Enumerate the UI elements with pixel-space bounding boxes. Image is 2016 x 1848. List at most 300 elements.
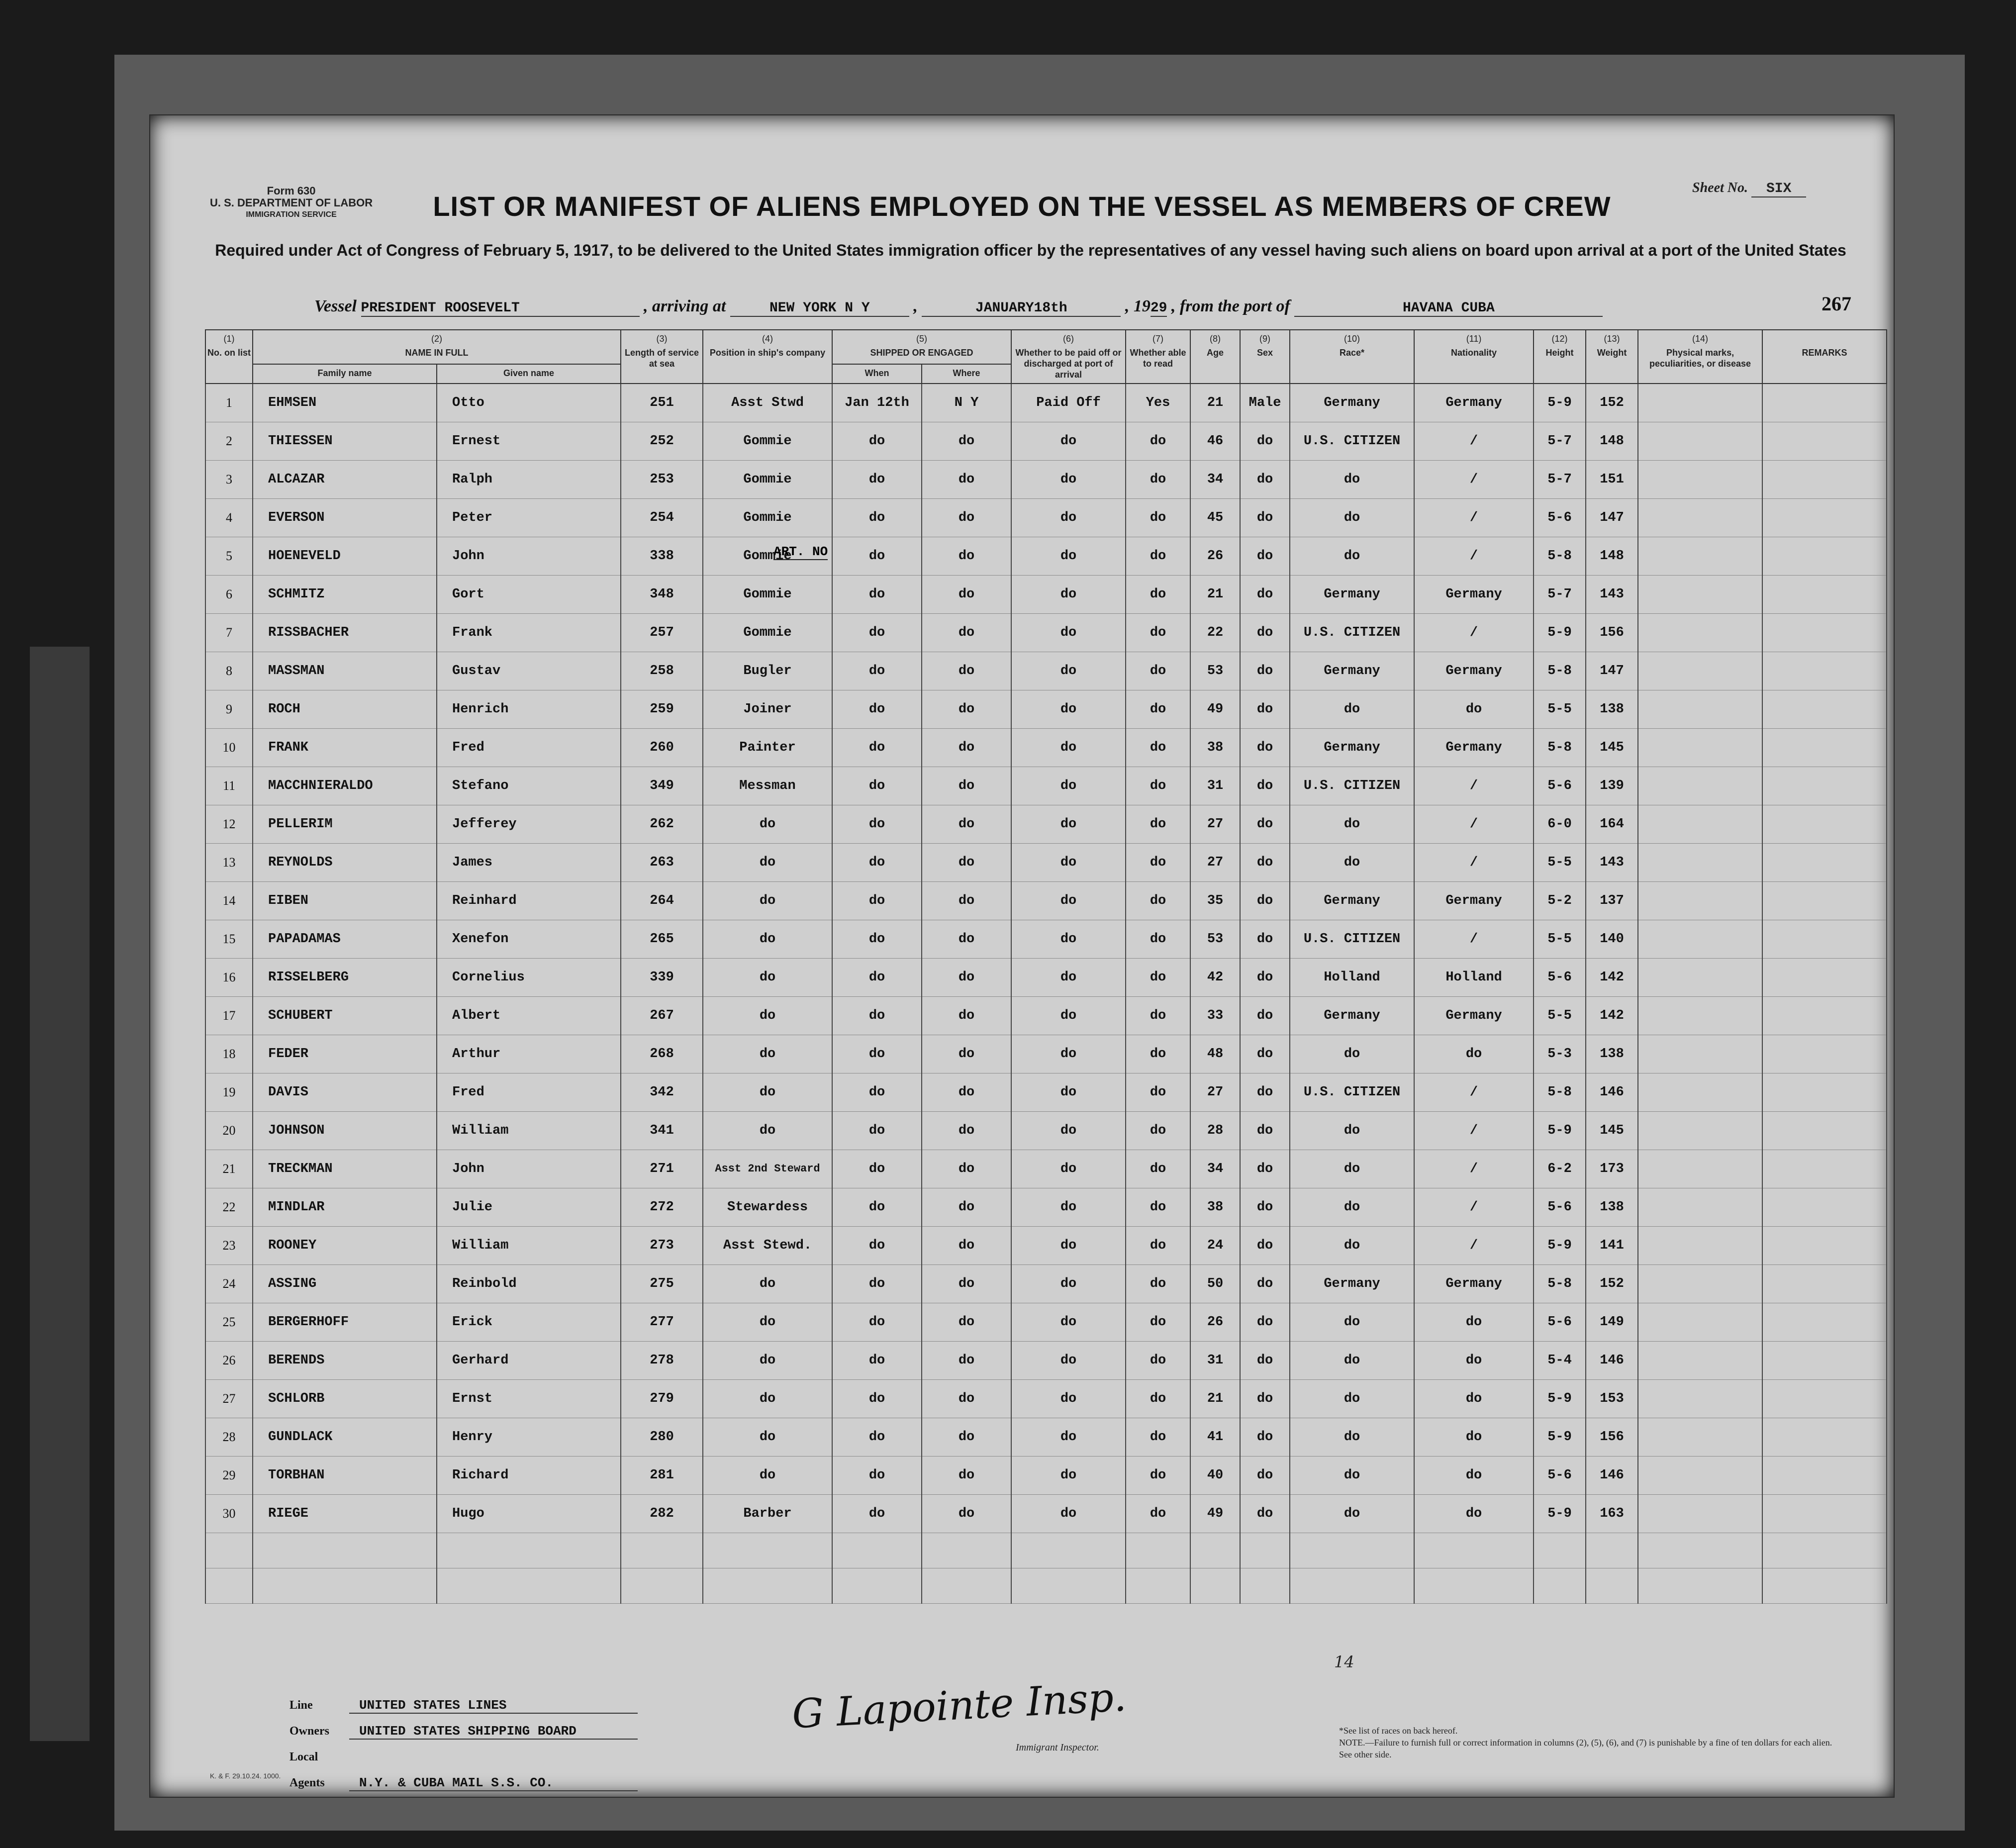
cell-able-to-read: do [1126, 1073, 1190, 1112]
cell-row-number: 26 [205, 1342, 253, 1380]
cell-race: do [1290, 461, 1414, 499]
table-row [205, 1457, 1887, 1495]
cell-given-name: Albert [437, 997, 621, 1035]
cell-family-name: RISSELBERG [253, 959, 437, 997]
cell-race: Germany [1290, 997, 1414, 1035]
cell-family-name: FEDER [253, 1035, 437, 1073]
table-row [205, 1188, 1887, 1227]
cell-remarks [1762, 461, 1887, 499]
table-row [205, 729, 1887, 767]
cell-row-number: 14 [205, 882, 253, 920]
cell-height: 5-3 [1534, 1035, 1586, 1073]
cell-family-name: ASSING [253, 1265, 437, 1303]
agents-label: Local Agents [289, 1751, 325, 1789]
cell-physical-marks [1638, 959, 1762, 997]
cell-physical-marks [1638, 1418, 1762, 1457]
cell-given-name: William [437, 1112, 621, 1150]
cell-shipped-when: do [832, 576, 922, 614]
cell-race: do [1290, 1342, 1414, 1380]
cell-remarks [1762, 614, 1887, 652]
cell-paid-off: Paid Off [1011, 384, 1126, 422]
cell-sex: do [1240, 959, 1290, 997]
cell-physical-marks [1638, 1380, 1762, 1418]
cell-service-length: 263 [621, 844, 703, 882]
cell-shipped-where: do [922, 1035, 1011, 1073]
cell-given-name: Cornelius [437, 959, 621, 997]
cell-row-number: 20 [205, 1112, 253, 1150]
cell-paid-off: do [1011, 1457, 1126, 1495]
cell-height: 5-6 [1534, 767, 1586, 805]
cell-position: Gommie [703, 576, 832, 614]
cell-age: 49 [1190, 690, 1240, 729]
cell-age: 42 [1190, 959, 1240, 997]
cell-remarks [1762, 1188, 1887, 1227]
cell-weight: 173 [1586, 1150, 1638, 1188]
cell-race: do [1290, 1112, 1414, 1150]
cell-age: 48 [1190, 1035, 1240, 1073]
cell-family-name: PAPADAMAS [253, 920, 437, 959]
cell-able-to-read: do [1126, 499, 1190, 537]
cell-remarks [1762, 920, 1887, 959]
cell-sex: do [1240, 1495, 1290, 1533]
line-label: Line [289, 1699, 313, 1712]
cell-row-number: 2 [205, 422, 253, 461]
cell-race: U.S. CITIZEN [1290, 422, 1414, 461]
cell-service-length: 262 [621, 805, 703, 844]
cell-nationality: / [1414, 1112, 1534, 1150]
cell-shipped-where: do [922, 1265, 1011, 1303]
cell-age: 28 [1190, 1112, 1240, 1150]
cell-service-length: 349 [621, 767, 703, 805]
cell-given-name: Ralph [437, 461, 621, 499]
cell-shipped-when: do [832, 959, 922, 997]
cell-height: 5-6 [1534, 1457, 1586, 1495]
cell-race: U.S. CITIZEN [1290, 1073, 1414, 1112]
cell-nationality: / [1414, 461, 1534, 499]
cell-shipped-when: do [832, 1418, 922, 1457]
cell-physical-marks [1638, 1150, 1762, 1188]
cell-position: Gommie [703, 614, 832, 652]
cell-row-number: 23 [205, 1227, 253, 1265]
cell-race: do [1290, 1457, 1414, 1495]
cell-able-to-read: do [1126, 1495, 1190, 1533]
cell-remarks [1762, 767, 1887, 805]
table-row [205, 1303, 1887, 1342]
cell-shipped-where: do [922, 422, 1011, 461]
cell-weight: 146 [1586, 1342, 1638, 1380]
races-note: *See list of races on back hereof. [1339, 1726, 1458, 1736]
cell-height: 5-8 [1534, 652, 1586, 690]
blank-cell [205, 1568, 253, 1604]
cell-nationality: / [1414, 614, 1534, 652]
blank-cell [922, 1533, 1011, 1568]
cell-able-to-read: do [1126, 652, 1190, 690]
cell-race: do [1290, 690, 1414, 729]
cell-shipped-where: do [922, 959, 1011, 997]
cell-remarks [1762, 652, 1887, 690]
table-row [205, 1150, 1887, 1188]
table-row [205, 1073, 1887, 1112]
cell-able-to-read: do [1126, 1227, 1190, 1265]
cell-race: do [1290, 499, 1414, 537]
col-header-nationality: (11) Nationality [1414, 330, 1534, 384]
cell-service-length: 252 [621, 422, 703, 461]
cell-age: 21 [1190, 1380, 1240, 1418]
cell-family-name: JOHNSON [253, 1112, 437, 1150]
cell-age: 31 [1190, 1342, 1240, 1380]
cell-paid-off: do [1011, 1035, 1126, 1073]
cell-remarks [1762, 499, 1887, 537]
cell-physical-marks [1638, 1457, 1762, 1495]
cell-age: 49 [1190, 1495, 1240, 1533]
cell-age: 35 [1190, 882, 1240, 920]
cell-weight: 139 [1586, 767, 1638, 805]
blank-cell [437, 1568, 621, 1604]
col-header-race: (10) Race* [1290, 330, 1414, 384]
cell-nationality: do [1414, 1380, 1534, 1418]
blank-cell [1240, 1533, 1290, 1568]
cell-shipped-when: do [832, 920, 922, 959]
cell-shipped-when: do [832, 1227, 922, 1265]
cell-family-name: RIEGE [253, 1495, 437, 1533]
cell-position: do [703, 1112, 832, 1150]
table-row [205, 805, 1887, 844]
cell-sex: do [1240, 690, 1290, 729]
cell-weight: 138 [1586, 1035, 1638, 1073]
cell-nationality: do [1414, 1457, 1534, 1495]
cell-height: 5-8 [1534, 1073, 1586, 1112]
cell-height: 6-0 [1534, 805, 1586, 844]
cell-race: do [1290, 1035, 1414, 1073]
cell-family-name: BERENDS [253, 1342, 437, 1380]
cell-shipped-where: do [922, 1188, 1011, 1227]
cell-position: do [703, 1380, 832, 1418]
cell-service-length: 268 [621, 1035, 703, 1073]
print-code: K. & F. 29.10.24. 1000. [210, 1772, 281, 1780]
cell-service-length: 341 [621, 1112, 703, 1150]
col-header-read: (7) Whether able to read [1126, 330, 1190, 384]
cell-row-number: 18 [205, 1035, 253, 1073]
cell-paid-off: do [1011, 920, 1126, 959]
cell-shipped-where: do [922, 1227, 1011, 1265]
cell-age: 26 [1190, 1303, 1240, 1342]
cell-shipped-where: do [922, 997, 1011, 1035]
cell-shipped-where: do [922, 920, 1011, 959]
cell-row-number: 29 [205, 1457, 253, 1495]
cell-age: 27 [1190, 844, 1240, 882]
cell-row-number: 10 [205, 729, 253, 767]
cell-physical-marks [1638, 920, 1762, 959]
owners-label: Owners [289, 1725, 329, 1738]
cell-position: Asst Stwd [703, 384, 832, 422]
footer-block [289, 1692, 638, 1796]
cell-age: 31 [1190, 767, 1240, 805]
cell-family-name: TRECKMAN [253, 1150, 437, 1188]
cell-paid-off: do [1011, 652, 1126, 690]
cell-remarks [1762, 1227, 1887, 1265]
cell-paid-off: do [1011, 1342, 1126, 1380]
arrival-year: 29 [1150, 300, 1167, 316]
cell-row-number: 3 [205, 461, 253, 499]
cell-physical-marks [1638, 384, 1762, 422]
cell-race: Germany [1290, 882, 1414, 920]
cell-physical-marks [1638, 805, 1762, 844]
cell-race: do [1290, 1188, 1414, 1227]
cell-shipped-when: do [832, 1495, 922, 1533]
cell-nationality: Germany [1414, 652, 1534, 690]
cell-able-to-read: do [1126, 537, 1190, 576]
cell-race: do [1290, 1418, 1414, 1457]
cell-row-number: 1 [205, 384, 253, 422]
signature-caption: Immigrant Inspector. [1016, 1742, 1099, 1753]
cell-able-to-read: do [1126, 1112, 1190, 1150]
cell-given-name: Otto [437, 384, 621, 422]
table-row [205, 767, 1887, 805]
cell-able-to-read: do [1126, 882, 1190, 920]
cell-physical-marks [1638, 1265, 1762, 1303]
cell-able-to-read: do [1126, 959, 1190, 997]
cell-height: 5-9 [1534, 1112, 1586, 1150]
crew-table [205, 329, 1886, 1604]
cell-physical-marks [1638, 1303, 1762, 1342]
table-row [205, 1265, 1887, 1303]
cell-age: 45 [1190, 499, 1240, 537]
cell-family-name: MINDLAR [253, 1188, 437, 1227]
cell-shipped-where: do [922, 690, 1011, 729]
cell-given-name: Richard [437, 1457, 621, 1495]
cell-position: Painter [703, 729, 832, 767]
cell-service-length: 339 [621, 959, 703, 997]
cell-weight: 151 [1586, 461, 1638, 499]
cell-service-length: 281 [621, 1457, 703, 1495]
cell-given-name: Ernst [437, 1380, 621, 1418]
cell-age: 34 [1190, 461, 1240, 499]
cell-given-name: Xenefon [437, 920, 621, 959]
cell-family-name: ALCAZAR [253, 461, 437, 499]
cell-able-to-read: do [1126, 1150, 1190, 1188]
cell-family-name: RISSBACHER [253, 614, 437, 652]
cell-sex: do [1240, 1380, 1290, 1418]
cell-sex: do [1240, 767, 1290, 805]
penalty-note: NOTE.—Failure to furnish full or correct information in columns (2), (5), (6), and (7) is punishable by a fine of ten dollars for each alien. See other side. [1339, 1738, 1832, 1759]
cell-physical-marks [1638, 1342, 1762, 1380]
agents-value: N.Y. & CUBA MAIL S.S. CO. [349, 1775, 638, 1791]
cell-shipped-when: do [832, 1342, 922, 1380]
col-header-shipped: (5) SHIPPED OR ENGAGED [832, 330, 1011, 364]
cell-race: do [1290, 1227, 1414, 1265]
cell-position: Stewardess [703, 1188, 832, 1227]
cell-weight: 138 [1586, 690, 1638, 729]
blank-cell [1762, 1533, 1887, 1568]
cell-row-number: 12 [205, 805, 253, 844]
cell-paid-off: do [1011, 1495, 1126, 1533]
cell-shipped-when: do [832, 690, 922, 729]
cell-service-length: 265 [621, 920, 703, 959]
cell-shipped-when: do [832, 1303, 922, 1342]
cell-family-name: BERGERHOFF [253, 1303, 437, 1342]
cell-physical-marks [1638, 844, 1762, 882]
cell-family-name: ROONEY [253, 1227, 437, 1265]
cell-weight: 137 [1586, 882, 1638, 920]
cell-row-number: 13 [205, 844, 253, 882]
cell-service-length: 279 [621, 1380, 703, 1418]
cell-physical-marks [1638, 1073, 1762, 1112]
cell-row-number: 21 [205, 1150, 253, 1188]
cell-remarks [1762, 1035, 1887, 1073]
cell-weight: 138 [1586, 1188, 1638, 1227]
cell-nationality: do [1414, 1303, 1534, 1342]
cell-row-number: 16 [205, 959, 253, 997]
blank-cell [1586, 1568, 1638, 1604]
cell-height: 5-9 [1534, 1495, 1586, 1533]
cell-shipped-when: do [832, 805, 922, 844]
cell-position: do [703, 959, 832, 997]
page-number: 267 [1822, 292, 1851, 315]
cell-paid-off: do [1011, 1227, 1126, 1265]
cell-service-length: 275 [621, 1265, 703, 1303]
cell-shipped-where: do [922, 882, 1011, 920]
cell-physical-marks [1638, 1188, 1762, 1227]
cell-able-to-read: do [1126, 1265, 1190, 1303]
blank-cell [1011, 1568, 1126, 1604]
arrival-port: NEW YORK N Y [730, 300, 909, 317]
cell-able-to-read: do [1126, 1418, 1190, 1457]
cell-height: 5-9 [1534, 1418, 1586, 1457]
cell-row-number: 19 [205, 1073, 253, 1112]
cell-service-length: 271 [621, 1150, 703, 1188]
cell-shipped-where: do [922, 461, 1011, 499]
cell-shipped-when: do [832, 1188, 922, 1227]
cell-position: do [703, 1035, 832, 1073]
cell-paid-off: do [1011, 690, 1126, 729]
cell-position: Bugler [703, 652, 832, 690]
cell-sex: do [1240, 1035, 1290, 1073]
cell-given-name: Hugo [437, 1495, 621, 1533]
cell-remarks [1762, 1150, 1887, 1188]
cell-service-length: 277 [621, 1303, 703, 1342]
cell-paid-off: do [1011, 882, 1126, 920]
cell-sex: do [1240, 1112, 1290, 1150]
cell-remarks [1762, 537, 1887, 576]
cell-height: 5-7 [1534, 422, 1586, 461]
blank-cell [1638, 1568, 1762, 1604]
col-header-where: Where [922, 364, 1011, 384]
cell-given-name: Julie [437, 1188, 621, 1227]
cell-height: 5-9 [1534, 614, 1586, 652]
cell-family-name: EHMSEN [253, 384, 437, 422]
cell-family-name: TORBHAN [253, 1457, 437, 1495]
cell-row-number: 22 [205, 1188, 253, 1227]
cell-paid-off: do [1011, 997, 1126, 1035]
cell-able-to-read: Yes [1126, 384, 1190, 422]
cell-nationality: Germany [1414, 729, 1534, 767]
cell-paid-off: do [1011, 614, 1126, 652]
cell-row-number: 24 [205, 1265, 253, 1303]
cell-service-length: 260 [621, 729, 703, 767]
cell-row-number: 17 [205, 997, 253, 1035]
cell-height: 5-8 [1534, 729, 1586, 767]
cell-remarks [1762, 422, 1887, 461]
cell-row-number: 28 [205, 1418, 253, 1457]
cell-physical-marks [1638, 767, 1762, 805]
cell-age: 27 [1190, 1073, 1240, 1112]
col-header-position: (4) Position in ship's company [703, 330, 832, 384]
cell-height: 5-6 [1534, 1303, 1586, 1342]
cell-paid-off: do [1011, 1112, 1126, 1150]
table-row [205, 1418, 1887, 1457]
cell-sex: do [1240, 997, 1290, 1035]
cell-nationality: / [1414, 767, 1534, 805]
cell-remarks [1762, 1342, 1887, 1380]
cell-age: 40 [1190, 1457, 1240, 1495]
cell-race: do [1290, 537, 1414, 576]
arriving-label: , arriving at [644, 297, 726, 315]
col-header-remarks: REMARKS [1762, 330, 1887, 384]
cell-able-to-read: do [1126, 461, 1190, 499]
blank-cell [253, 1568, 437, 1604]
cell-family-name: SCHMITZ [253, 576, 437, 614]
cell-position: do [703, 1342, 832, 1380]
cell-weight: 163 [1586, 1495, 1638, 1533]
table-row [205, 1342, 1887, 1380]
cell-paid-off: do [1011, 1418, 1126, 1457]
cell-service-length: 278 [621, 1342, 703, 1380]
blank-cell [1414, 1533, 1534, 1568]
cell-family-name: MACCHNIERALDO [253, 767, 437, 805]
cell-nationality: do [1414, 1418, 1534, 1457]
cell-age: 34 [1190, 1150, 1240, 1188]
cell-race: U.S. CITIZEN [1290, 920, 1414, 959]
cell-service-length: 253 [621, 461, 703, 499]
cell-able-to-read: do [1126, 1303, 1190, 1342]
cell-shipped-where: do [922, 499, 1011, 537]
cell-age: 21 [1190, 384, 1240, 422]
page-title: LIST OR MANIFEST OF ALIENS EMPLOYED ON THE VESSEL AS MEMBERS OF CREW [433, 191, 1611, 222]
cell-shipped-where: N Y [922, 384, 1011, 422]
cell-family-name: HOENEVELD [253, 537, 437, 576]
col-header-service: (3) Length of service at sea [621, 330, 703, 384]
cell-family-name: THIESSEN [253, 422, 437, 461]
cell-weight: 164 [1586, 805, 1638, 844]
cell-age: 21 [1190, 576, 1240, 614]
table-row [205, 882, 1887, 920]
cell-race: do [1290, 1495, 1414, 1533]
blank-cell [1190, 1533, 1240, 1568]
cell-height: 5-8 [1534, 537, 1586, 576]
cell-row-number: 8 [205, 652, 253, 690]
cell-given-name: John [437, 537, 621, 576]
cell-paid-off: do [1011, 1188, 1126, 1227]
cell-given-name: James [437, 844, 621, 882]
line-value: UNITED STATES LINES [349, 1698, 638, 1714]
cell-physical-marks [1638, 537, 1762, 576]
table-row [205, 537, 1887, 576]
cell-family-name: ROCH [253, 690, 437, 729]
cell-height: 6-2 [1534, 1150, 1586, 1188]
cell-shipped-where: do [922, 1457, 1011, 1495]
table-row [205, 384, 1887, 422]
cell-service-length: 254 [621, 499, 703, 537]
cell-physical-marks [1638, 1227, 1762, 1265]
cell-given-name: Gort [437, 576, 621, 614]
col-header-paid-off: (6) Whether to be paid off or discharged at port of arrival [1011, 330, 1126, 384]
cell-shipped-when: Jan 12th [832, 384, 922, 422]
cell-height: 5-4 [1534, 1342, 1586, 1380]
cell-family-name: SCHUBERT [253, 997, 437, 1035]
cell-row-number: 27 [205, 1380, 253, 1418]
cell-remarks [1762, 1380, 1887, 1418]
blank-row [205, 1533, 1887, 1568]
